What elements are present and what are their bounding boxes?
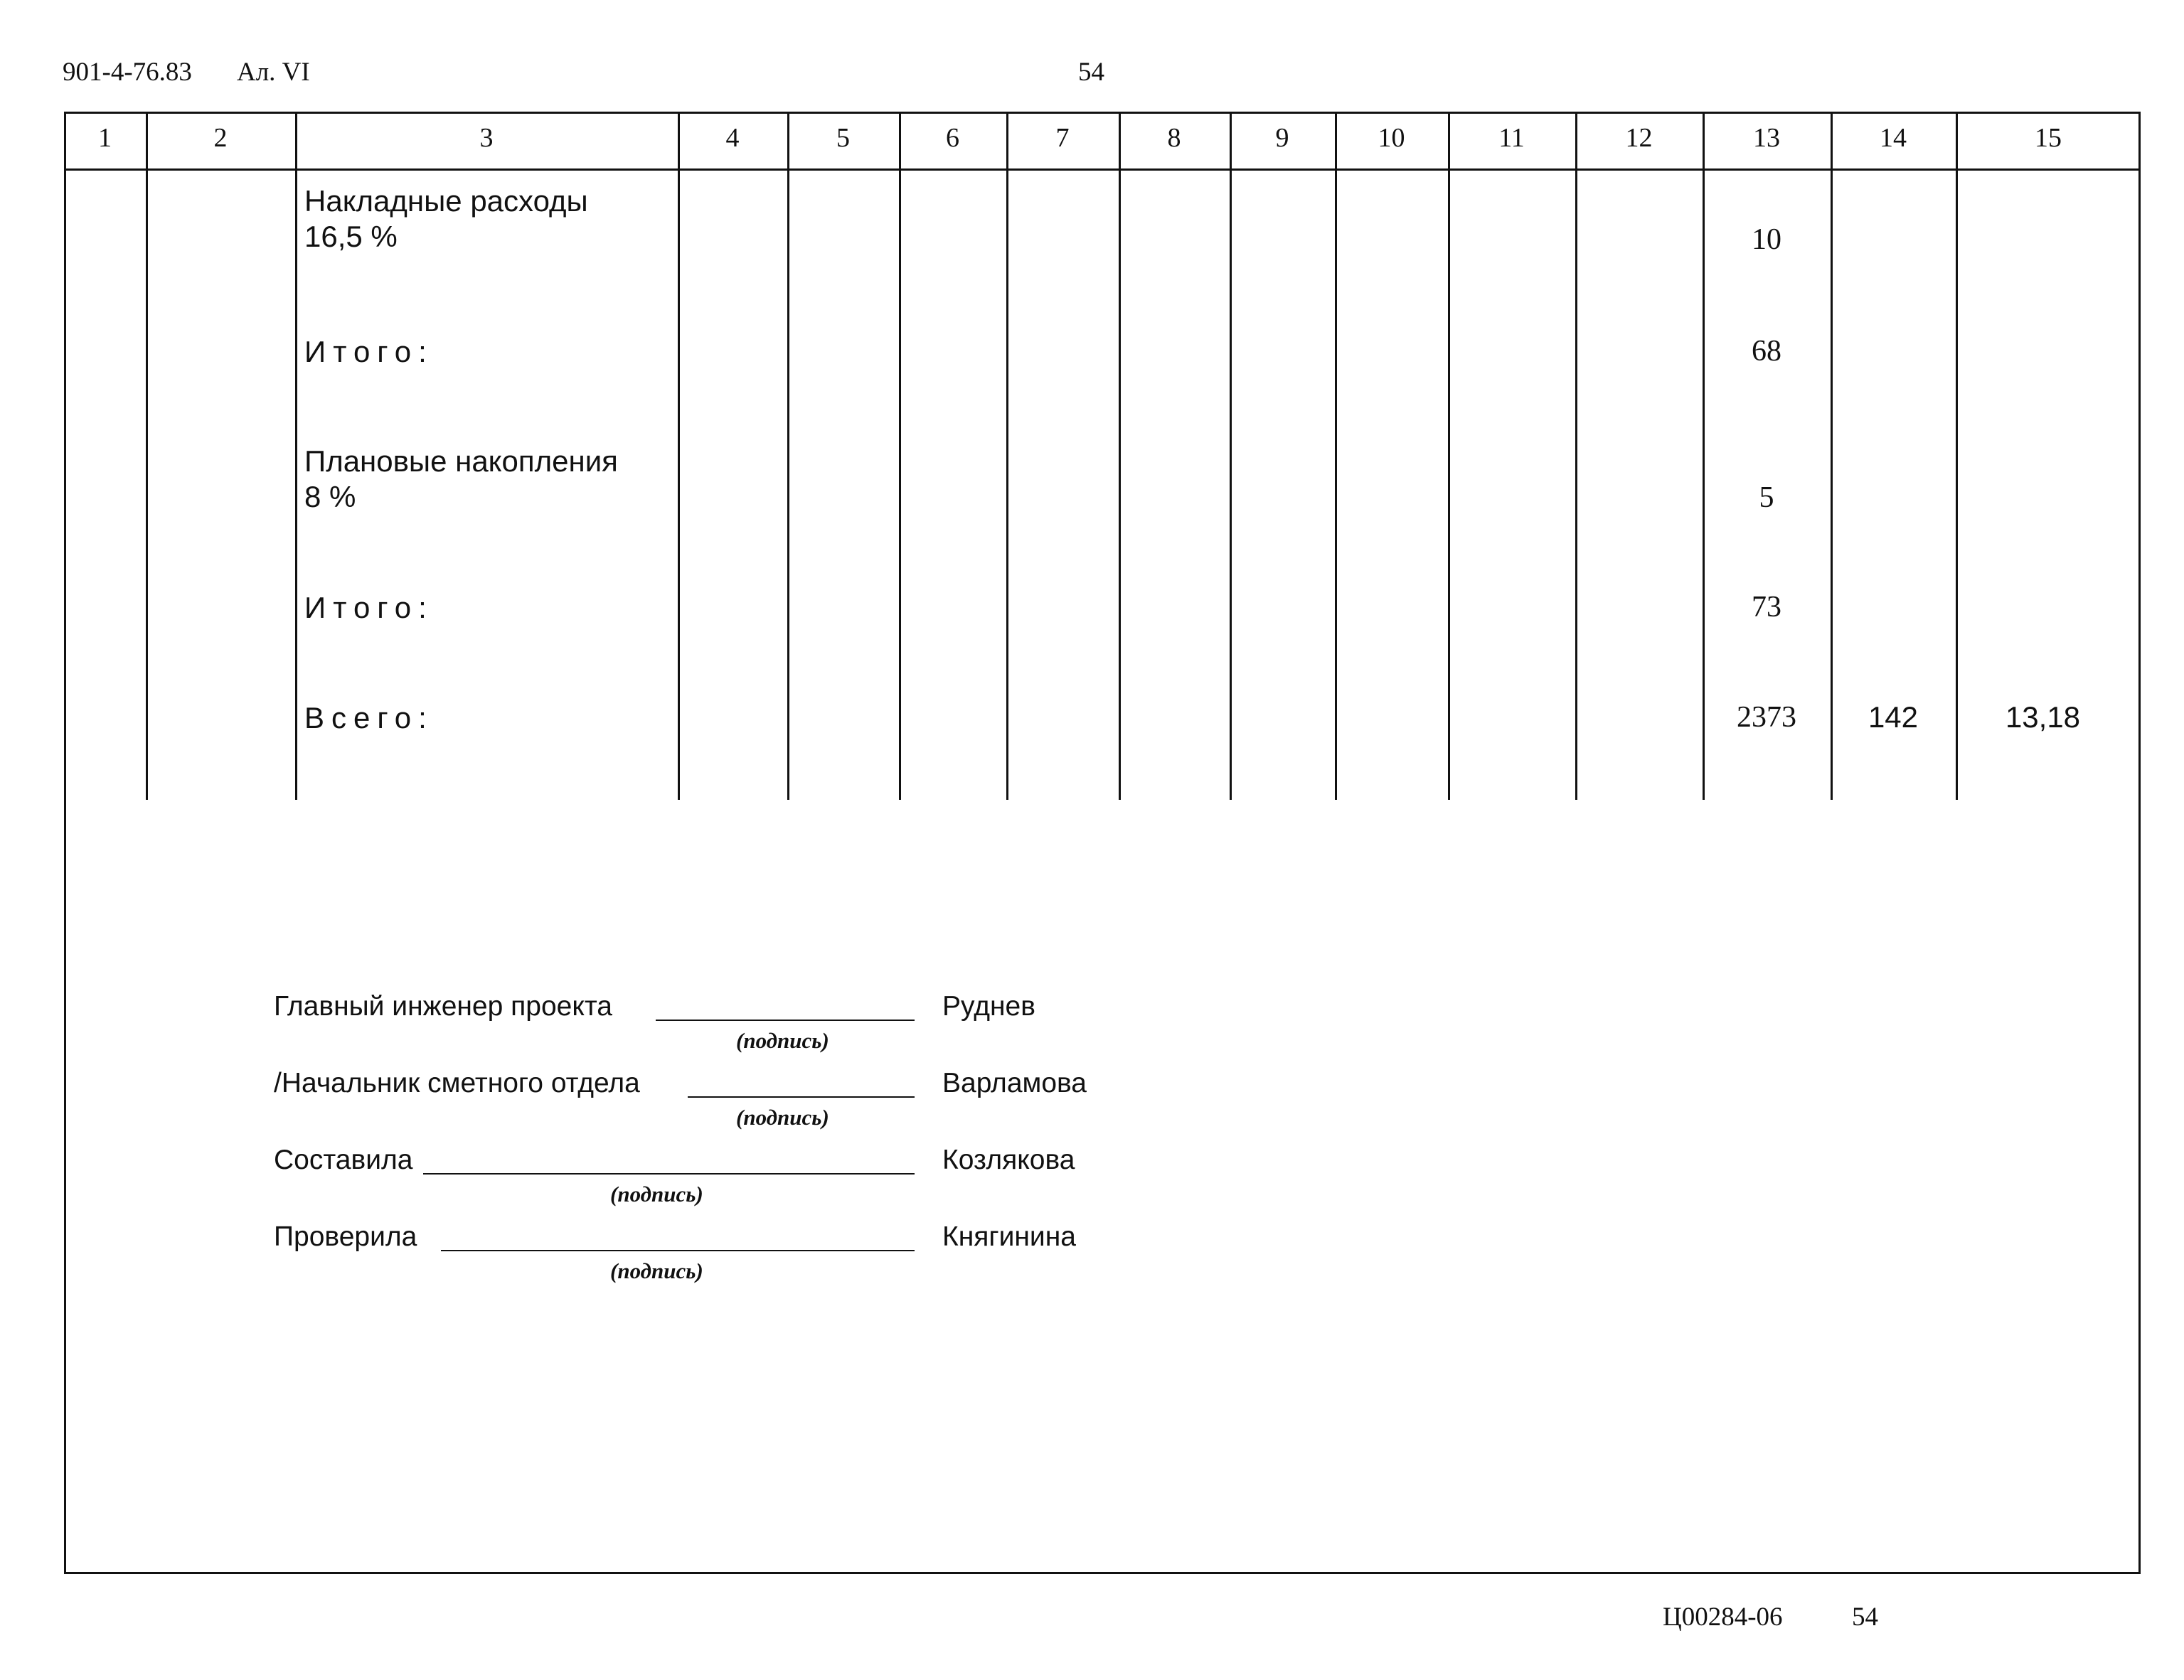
footer-page-number: 54 (1852, 1603, 1878, 1632)
page-number: 54 (1078, 58, 1104, 87)
column-number: 3 (479, 123, 494, 153)
row-label: Итого: (304, 591, 434, 624)
row-value-col13: 10 (1752, 223, 1781, 256)
signature-name: Варламова (942, 1068, 1087, 1098)
signature-role: Проверила (274, 1221, 417, 1252)
row-label-line: Плановые накопления (304, 444, 618, 478)
column-number: 4 (725, 123, 740, 153)
column-number: 8 (1167, 123, 1181, 153)
signature-line (688, 1096, 915, 1098)
column-number: 7 (1055, 123, 1070, 153)
row-label-percent: 16,5 % (304, 220, 398, 253)
row-label: Всего: (304, 701, 434, 734)
row-value-col14: 142 (1868, 700, 1919, 734)
signature-line (423, 1173, 915, 1175)
row-label (304, 183, 588, 255)
row-label-line: Накладные расходы (304, 184, 588, 218)
signature-role: /Начальник сметного отдела (274, 1068, 640, 1098)
signature-name: Козлякова (942, 1145, 1075, 1175)
col-divider (295, 112, 297, 800)
col-divider (1575, 112, 1577, 800)
row-value-col13: 73 (1752, 591, 1781, 624)
column-number: 15 (2035, 123, 2062, 153)
column-number: 1 (98, 123, 112, 153)
col-divider (1831, 112, 1833, 800)
column-number: 13 (1753, 123, 1780, 153)
column-number: 9 (1275, 123, 1289, 153)
col-divider (1119, 112, 1121, 800)
column-number: 14 (1880, 123, 1907, 153)
signature-hint: (подпись) (736, 1028, 829, 1053)
column-number: 5 (836, 123, 850, 153)
row-value-col13: 68 (1752, 335, 1781, 368)
col-divider (787, 112, 789, 800)
column-number: 2 (213, 123, 228, 153)
row-label (304, 444, 618, 515)
footer-code: Ц00284-06 (1663, 1603, 1783, 1632)
signature-hint: (подпись) (610, 1182, 703, 1207)
column-number: 11 (1498, 123, 1525, 153)
column-number: 6 (946, 123, 959, 153)
col-divider (678, 112, 680, 800)
signature-hint: (подпись) (736, 1105, 829, 1130)
album-label: Ал. VI (237, 58, 310, 87)
row-label-percent: 8 % (304, 480, 356, 513)
header-bottom-rule (64, 168, 2141, 171)
col-divider (1230, 112, 1232, 800)
signature-hint: (подпись) (610, 1258, 703, 1283)
col-divider (899, 112, 901, 800)
col-divider (1006, 112, 1008, 800)
signature-role: Главный инженер проекта (274, 991, 612, 1022)
col-divider (1448, 112, 1450, 800)
row-value-col13: 5 (1759, 481, 1774, 514)
col-divider (146, 112, 148, 800)
signature-name: Руднев (942, 991, 1035, 1022)
signature-line (656, 1020, 915, 1021)
row-label: Итого: (304, 335, 434, 368)
col-divider (1956, 112, 1958, 800)
column-number: 10 (1378, 123, 1405, 153)
column-number: 12 (1625, 123, 1653, 153)
signature-line (441, 1250, 915, 1251)
signature-name: Княгинина (942, 1221, 1076, 1252)
col-divider (1703, 112, 1705, 800)
signature-role: Составила (274, 1145, 413, 1175)
estimate-table-frame (64, 112, 2141, 1574)
row-value-col15: 13,18 (2005, 700, 2081, 734)
row-value-col13: 2373 (1737, 701, 1796, 734)
document-code: 901-4-76.83 (63, 58, 192, 87)
col-divider (1335, 112, 1337, 800)
